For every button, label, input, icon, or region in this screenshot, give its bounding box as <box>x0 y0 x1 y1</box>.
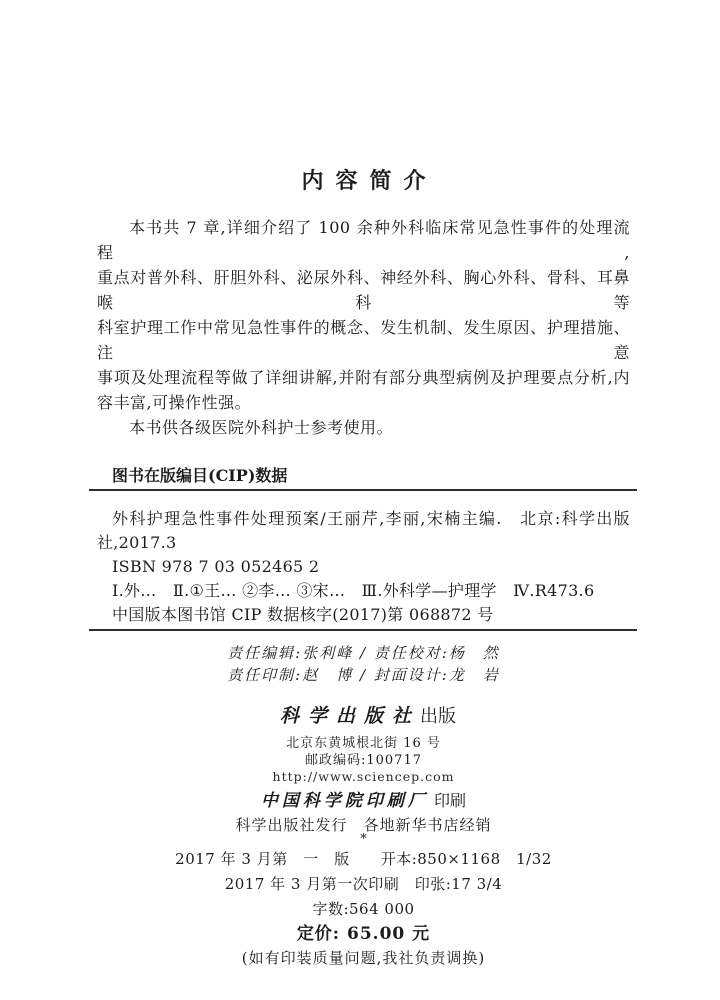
staff-credits <box>97 642 630 686</box>
intro-paragraph-line: 重点对普外科、肝胆外科、泌尿外科、神经外科、胸心外科、骨科、耳鼻喉科等 <box>97 268 630 312</box>
cip-data-block <box>97 507 630 627</box>
edition-line: 2017 年 3 月第 一 版 开本:850×1168 1/32 <box>175 850 552 868</box>
distribution-line: 科学出版社发行 各地新华书店经销 <box>235 816 492 834</box>
divider-top <box>89 489 637 491</box>
publisher-address: 北京东黄城根北街 16 号 <box>286 736 441 751</box>
publisher-name: 科学出版社 <box>279 705 420 727</box>
staff-line-design: 责任印制:赵 博 / 封面设计:龙 岩 <box>227 666 500 684</box>
cip-title-line-wrap: 社,2017.3 <box>97 533 177 552</box>
quality-note-line: (如有印装质量问题,我社负责调换) <box>241 949 486 967</box>
publisher-url: http://www.sciencep.com <box>272 769 455 784</box>
intro-paragraph-line: 本书共 7 章,详细介绍了 100 余种外科临床常见急性事件的处理流程, <box>97 218 630 262</box>
cip-registry-line: 中国版本图书馆 CIP 数据核字(2017)第 068872 号 <box>112 605 494 624</box>
divider-bottom <box>89 629 637 631</box>
printer-suffix: 印刷 <box>434 791 467 810</box>
impression-line: 2017 年 3 月第一次印刷 印张:17 3/4 <box>224 875 503 893</box>
cip-title-line: 外科护理急性事件处理预案/王丽芹,李丽,宋楠主编. 北京:科学出版 <box>112 509 630 528</box>
price-line: 定价: 65.00 元 <box>296 924 431 944</box>
separator-star: * <box>360 832 367 847</box>
staff-line-editors: 责任编辑:张利峰 / 责任校对:杨 然 <box>227 644 500 662</box>
publisher-suffix: 出版 <box>420 706 456 727</box>
printer-line <box>97 790 630 812</box>
content-intro-title: 内容简介 <box>301 168 438 194</box>
intro-paragraph-line: 事项及处理流程等做了详细讲解,并附有部分典型病例及护理要点分析,内 <box>97 368 630 387</box>
intro-paragraph-line: 容丰富,可操作性强。 <box>97 393 252 412</box>
cip-heading: 图书在版编目(CIP)数据 <box>112 466 288 485</box>
word-count-line: 字数:564 000 <box>312 900 415 918</box>
intro-paragraph-1 <box>97 215 630 415</box>
printer-name: 中国科学院印刷厂 <box>260 791 429 811</box>
publisher-line <box>97 704 630 729</box>
classification-line: Ⅰ.外… Ⅱ.①王… ②李… ③宋… Ⅲ.外科学—护理学 Ⅳ.R473.6 <box>112 581 595 600</box>
intro-paragraph-line: 科室护理工作中常见急性事件的概念、发生机制、发生原因、护理措施、注意 <box>97 318 630 362</box>
intro-paragraph-2: 本书供各级医院外科护士参考使用。 <box>129 418 394 437</box>
publisher-postcode: 邮政编码:100717 <box>304 753 422 768</box>
isbn-line: ISBN 978 7 03 052465 2 <box>112 557 320 576</box>
